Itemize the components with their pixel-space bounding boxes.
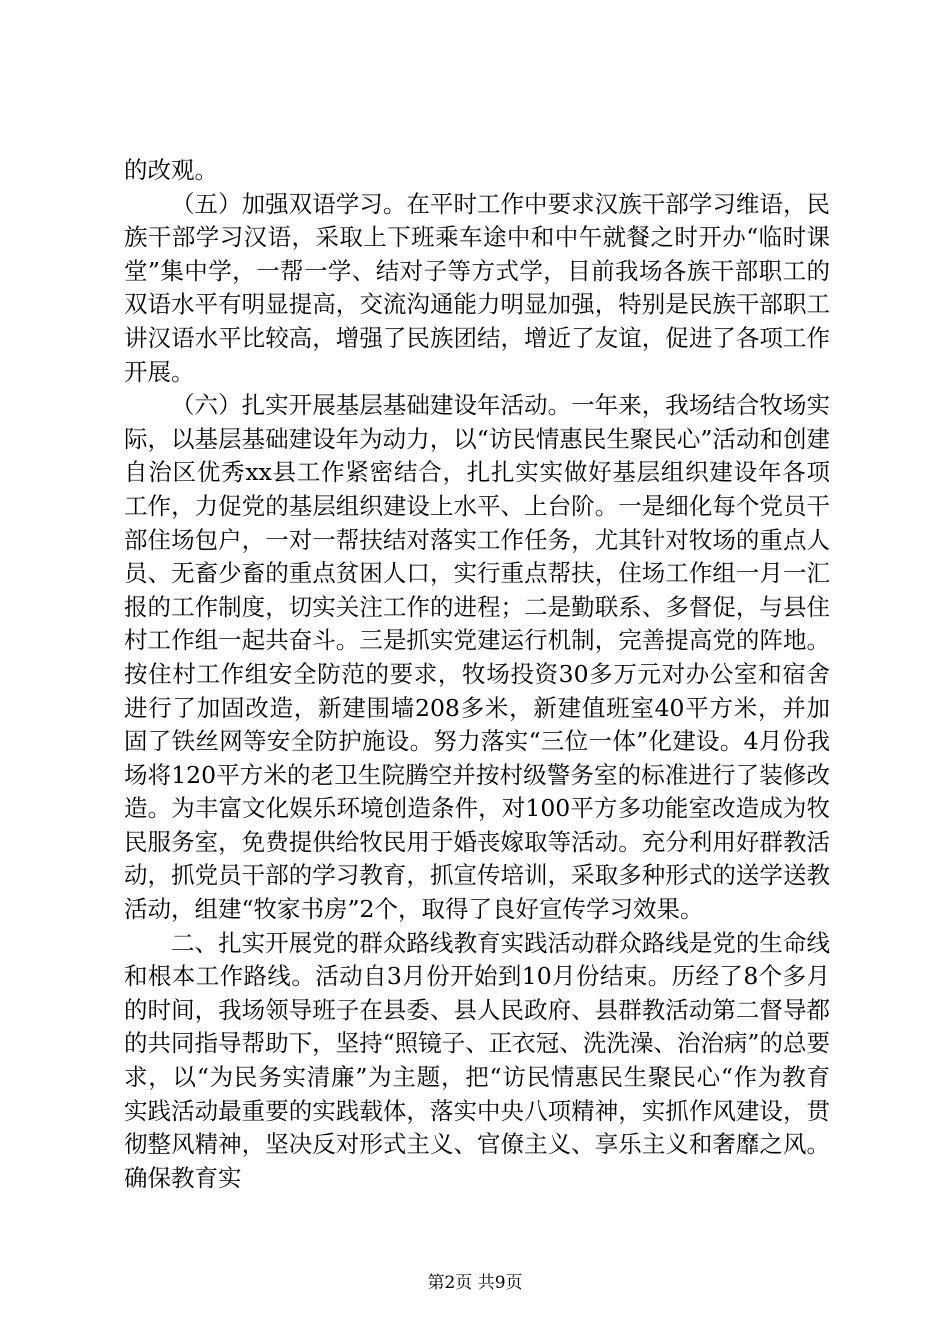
paragraph-continuation: 的改观。	[124, 156, 218, 184]
page-number-footer: 第2页 共9页	[427, 1273, 523, 1293]
paragraph-grassroots-construction: （六）扎实开展基层基础建设年活动。一年来，我场结合牧场实际，以基层基础建设年为动力，以“访民情惠民生聚民心”活动和创建自治区优秀xx县工作紧密结合，扎扎实实做好基层组织建设年各项工作，力促党的基层组织建设上水平、上台阶。一是细化每个党员干部住场包户，一对一帮扶结对落实工作任务，尤其针对牧场的重点人员、无畜少畜的重点贫困人口，实行重点帮扶，住场工作组一月一汇报的工作制度，切实关注工作的进程；二是勤联系、多督促，与县住村工作组一起共奋斗。三是抓实党建运行机制，完善提高党的阵地。按住村工作组安全防范的要求，牧场投资30多万元对办公室和宿舍进行了加固改造，新建围墙208多米，新建值班室40平方米，并加固了铁丝网等安全防护施设。努力落实“三位一体”化建设。4月份我场将120平方米的老卫生院腾空并按村级警务室的标准进行了装修改造。为丰富文化娱乐环境创造条件，对100平方多功能室改造成为牧民服务室，免费提供给牧民用于婚丧嫁取等活动。充分利用好群教活动，抓党员干部的学习教育，抓宣传培训，采取多种形式的送学送教活动，组建“牧家书房”2个，取得了良好宣传学习效果。	[124, 391, 830, 924]
paragraph-bilingual-study: （五）加强双语学习。在平时工作中要求汉族干部学习维语，民族干部学习汉语，采取上下班乘车途中和中午就餐之时开办“临时课堂”集中学，一帮一学、结对子等方式学，目前我场各族干部职工的双语水平有明显提高，交流沟通能力明显加强，特别是民族干部职工讲汉语水平比较高，增强了民族团结，增近了友谊，促进了各项工作开展。	[124, 189, 830, 386]
document-body	[124, 154, 830, 1195]
paragraph-mass-line-education: 二、扎实开展党的群众路线教育实践活动群众路线是党的生命线和根本工作路线。活动自3月份开始到10月份结束。历经了8个多月的时间，我场领导班子在县委、县人民政府、县群教活动第二督导都的共同指导帮助下，坚持“照镜子、正衣冠、洗洗澡、治治病”的总要求，以“为民务实清廉”为主题，把“访民情惠民生聚民心“作为教育实践活动最重要的实践载体，落实中央八项精神，实抓作风建设，贯彻整风精神，坚决反对形式主义、官僚主义、享乐主义和奢靡之风。确保教育实	[124, 928, 830, 1192]
